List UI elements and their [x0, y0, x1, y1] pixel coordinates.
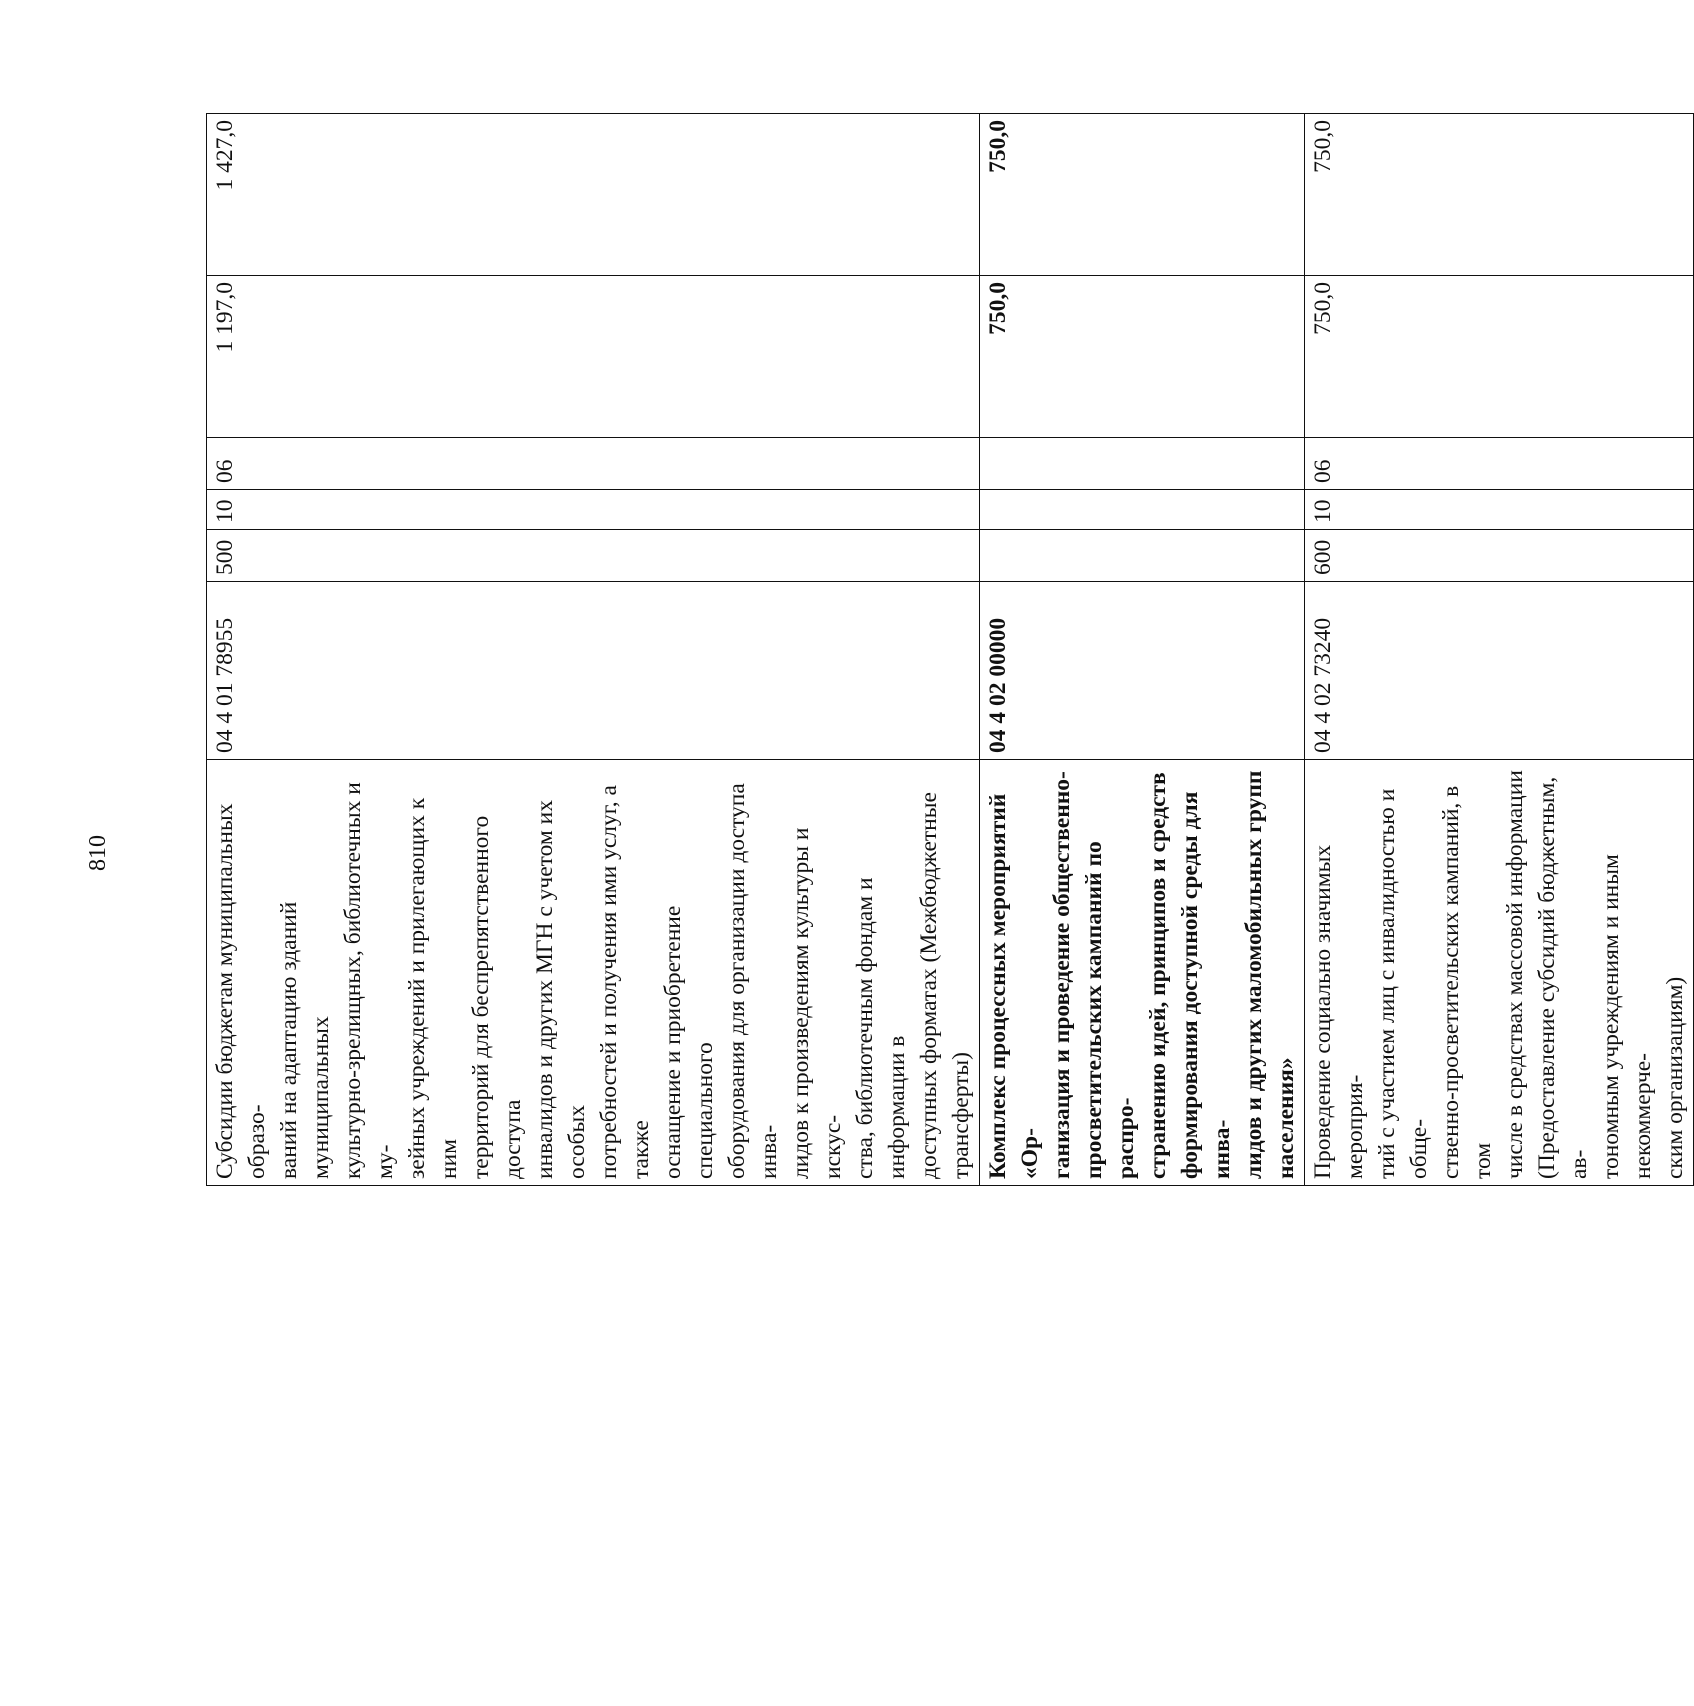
- row-name-line: трансферты): [948, 1051, 974, 1179]
- row-name-line: ственно-просветительских кампаний, в том: [1438, 785, 1496, 1179]
- row-name-line: ства, библиотечным фондам и информации в: [852, 877, 910, 1179]
- section-cell: 10: [1305, 490, 1694, 530]
- row-name-line: культурно-зрелищных, библиотечных и му-: [340, 782, 398, 1179]
- row-name-line: ваний на адаптацию зданий муниципальных: [276, 901, 334, 1179]
- rotated-table-container: [206, 114, 1688, 1186]
- amount-year1-cell: 750,0: [980, 276, 1305, 438]
- amount-year1-cell: 750,0: [1305, 276, 1694, 438]
- row-name-line: просветительских кампаний по распро-: [1081, 841, 1139, 1179]
- section-cell: 10: [207, 490, 980, 530]
- row-name-line: лидов к произведениям культуры и искус-: [788, 827, 846, 1179]
- row-name-line: формирования доступной среды для инва-: [1177, 791, 1235, 1179]
- amount-year2-cell: 1 427,0: [207, 114, 980, 276]
- row-name-line: ским организациям): [1662, 976, 1688, 1179]
- section-cell: [980, 490, 1305, 530]
- row-name-line: тономным учреждениям и иным некоммерче-: [1598, 854, 1656, 1179]
- subsection-cell: 06: [207, 438, 980, 490]
- row-name-line: лидов и других маломобильных групп: [1241, 770, 1267, 1179]
- row-name-line: доступных форматах (Межбюджетные: [916, 792, 942, 1179]
- amount-year2-cell: 750,0: [980, 114, 1305, 276]
- row-name-line: Субсидии бюджетам муниципальных образо-: [212, 803, 270, 1179]
- row-name-cell: [207, 760, 980, 1186]
- row-name-line: тий с участием лиц с инвалидностью и обще-: [1374, 788, 1432, 1179]
- table-body: [207, 114, 1694, 1186]
- table-row: [980, 114, 1305, 1186]
- subsection-cell: [980, 438, 1305, 490]
- target-article-cell: 04 4 01 78955: [207, 582, 980, 760]
- row-name-line: (Предоставление субсидий бюджетным, ав-: [1534, 776, 1592, 1179]
- row-name-line: оборудования для организации доступа инва-: [724, 783, 782, 1179]
- amount-year2-cell: 750,0: [1305, 114, 1694, 276]
- row-name-line: оснащение и приобретение специального: [660, 905, 718, 1179]
- expense-type-cell: 600: [1305, 530, 1694, 582]
- row-name-line: странению идей, принципов и средств: [1145, 772, 1171, 1179]
- budget-table: [206, 113, 1694, 1186]
- row-name-line: Комплекс процессных мероприятий «Ор-: [985, 793, 1043, 1179]
- row-name-cell: [1305, 760, 1694, 1186]
- subsection-cell: 06: [1305, 438, 1694, 490]
- target-article-cell: 04 4 02 00000: [980, 582, 1305, 760]
- amount-year1-cell: 1 197,0: [207, 276, 980, 438]
- row-name-line: инвалидов и других МГН с учетом их особых: [532, 800, 590, 1179]
- row-name-line: ганизация и проведение общественно-: [1049, 771, 1075, 1179]
- table-row: [207, 114, 980, 1186]
- row-name-line: населения»: [1273, 1057, 1299, 1179]
- row-name-cell: [980, 760, 1305, 1186]
- row-name-line: числе в средствах массовой информации: [1502, 770, 1528, 1179]
- page-number: 810: [85, 835, 111, 871]
- row-name-line: потребностей и получения ими услуг, а также: [596, 785, 654, 1179]
- row-name-line: зейных учреждений и прилегающих к ним: [404, 797, 462, 1179]
- row-name-line: Проведение социально значимых мероприя-: [1310, 844, 1368, 1179]
- target-article-cell: 04 4 02 73240: [1305, 582, 1694, 760]
- expense-type-cell: 500: [207, 530, 980, 582]
- table-row: [1305, 114, 1694, 1186]
- row-name-line: территорий для беспрепятственного доступа: [468, 815, 526, 1179]
- expense-type-cell: [980, 530, 1305, 582]
